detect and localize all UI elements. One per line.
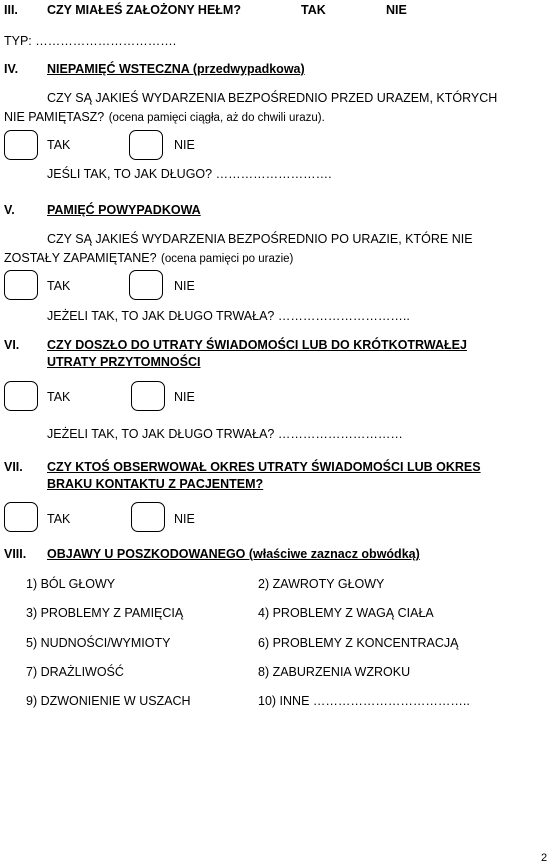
symptom-item[interactable]: 9) DZWONIENIE W USZACH xyxy=(26,694,191,708)
symptom-item[interactable]: 4) PROBLEMY Z WAGĄ CIAŁA xyxy=(258,606,434,620)
symptom-item[interactable]: 5) NUDNOŚCI/WYMIOTY xyxy=(26,636,171,650)
symptom-item[interactable]: 6) PROBLEMY Z KONCENTRACJĄ xyxy=(258,636,459,650)
followup-6[interactable]: JEŻELI TAK, TO JAK DŁUGO TRWAŁA? ………………………… xyxy=(47,427,403,441)
section-title-7-line2: BRAKU KONTAKTU Z PACJENTEM? xyxy=(47,477,264,491)
symptom-item[interactable]: 7) DRAŻLIWOŚĆ xyxy=(26,665,124,679)
option-5-yes-label: TAK xyxy=(47,279,71,293)
section-title-5: PAMIĘĆ POWYPADKOWA xyxy=(47,203,201,217)
section-number-8: VIII. xyxy=(4,547,27,561)
question-4-line1: CZY SĄ JAKIEŚ WYDARZENIA BEZPOŚREDNIO PRZED URAZEM, KTÓRYCH xyxy=(47,91,498,105)
section-title-6-line2: UTRATY PRZYTOMNOŚCI xyxy=(47,355,201,369)
question-4-line2-note: (ocena pamięci ciągła, aż do chwili urazu). xyxy=(108,112,325,124)
question-5-line1: CZY SĄ JAKIEŚ WYDARZENIA BEZPOŚREDNIO PO URAZIE, KTÓRE NIE xyxy=(47,232,473,246)
option-7-no-label: NIE xyxy=(174,512,195,526)
option-6-yes-label: TAK xyxy=(47,390,71,404)
section-number-5: V. xyxy=(4,203,15,217)
symptom-item[interactable]: 1) BÓL GŁOWY xyxy=(26,577,116,591)
checkbox-4-no[interactable] xyxy=(129,130,163,160)
checkbox-5-yes[interactable] xyxy=(4,270,38,300)
page-number: 2 xyxy=(541,852,548,864)
helmet-yes-option[interactable]: TAK xyxy=(301,3,326,17)
section-number-3: III. xyxy=(4,3,18,17)
followup-5[interactable]: JEŻELI TAK, TO JAK DŁUGO TRWAŁA? ………………………….. xyxy=(47,309,410,323)
question-4-line2 xyxy=(4,108,325,126)
option-4-no-label: NIE xyxy=(174,138,195,152)
option-7-yes-label: TAK xyxy=(47,512,71,526)
section-title-6-line1: CZY DOSZŁO DO UTRATY ŚWIADOMOŚCI LUB DO KRÓTKOTRWAŁEJ xyxy=(47,338,467,352)
followup-4[interactable]: JEŚLI TAK, TO JAK DŁUGO? ………………………. xyxy=(47,167,332,181)
section-number-4: IV. xyxy=(4,62,19,76)
option-5-no-label: NIE xyxy=(174,279,195,293)
symptom-item[interactable]: 2) ZAWROTY GŁOWY xyxy=(258,577,385,591)
symptom-item[interactable]: 8) ZABURZENIA WZROKU xyxy=(258,665,411,679)
helmet-no-option[interactable]: NIE xyxy=(386,3,407,17)
section-title-8: OBJAWY U POSZKODOWANEGO (właściwe zaznacz obwódką) xyxy=(47,547,420,561)
symptom-item[interactable]: 10) INNE ……………………………….. xyxy=(258,694,470,708)
option-6-no-label: NIE xyxy=(174,390,195,404)
question-5-line2 xyxy=(4,249,293,267)
checkbox-4-yes[interactable] xyxy=(4,130,38,160)
helmet-type-field[interactable]: TYP: ……………………………. xyxy=(4,34,177,48)
section-title-3: CZY MIAŁEŚ ZAŁOŻONY HEŁM? xyxy=(47,3,241,17)
checkbox-7-no[interactable] xyxy=(131,502,165,532)
checkbox-5-no[interactable] xyxy=(129,270,163,300)
option-4-yes-label: TAK xyxy=(47,138,71,152)
section-number-7: VII. xyxy=(4,460,23,474)
section-title-4: NIEPAMIĘĆ WSTECZNA (przedwypadkowa) xyxy=(47,62,305,76)
question-4-line2-main: NIE PAMIĘTASZ? xyxy=(4,110,105,124)
question-5-line2-main: ZOSTAŁY ZAPAMIĘTANE? xyxy=(4,251,157,265)
symptom-item[interactable]: 3) PROBLEMY Z PAMIĘCIĄ xyxy=(26,606,184,620)
checkbox-6-yes[interactable] xyxy=(4,381,38,411)
section-title-7-line1: CZY KTOŚ OBSERWOWAŁ OKRES UTRATY ŚWIADOMOŚCI LUB OKRES xyxy=(47,460,481,474)
checkbox-7-yes[interactable] xyxy=(4,502,38,532)
question-5-line2-note: (ocena pamięci po urazie) xyxy=(161,253,294,265)
checkbox-6-no[interactable] xyxy=(131,381,165,411)
section-number-6: VI. xyxy=(4,338,20,352)
